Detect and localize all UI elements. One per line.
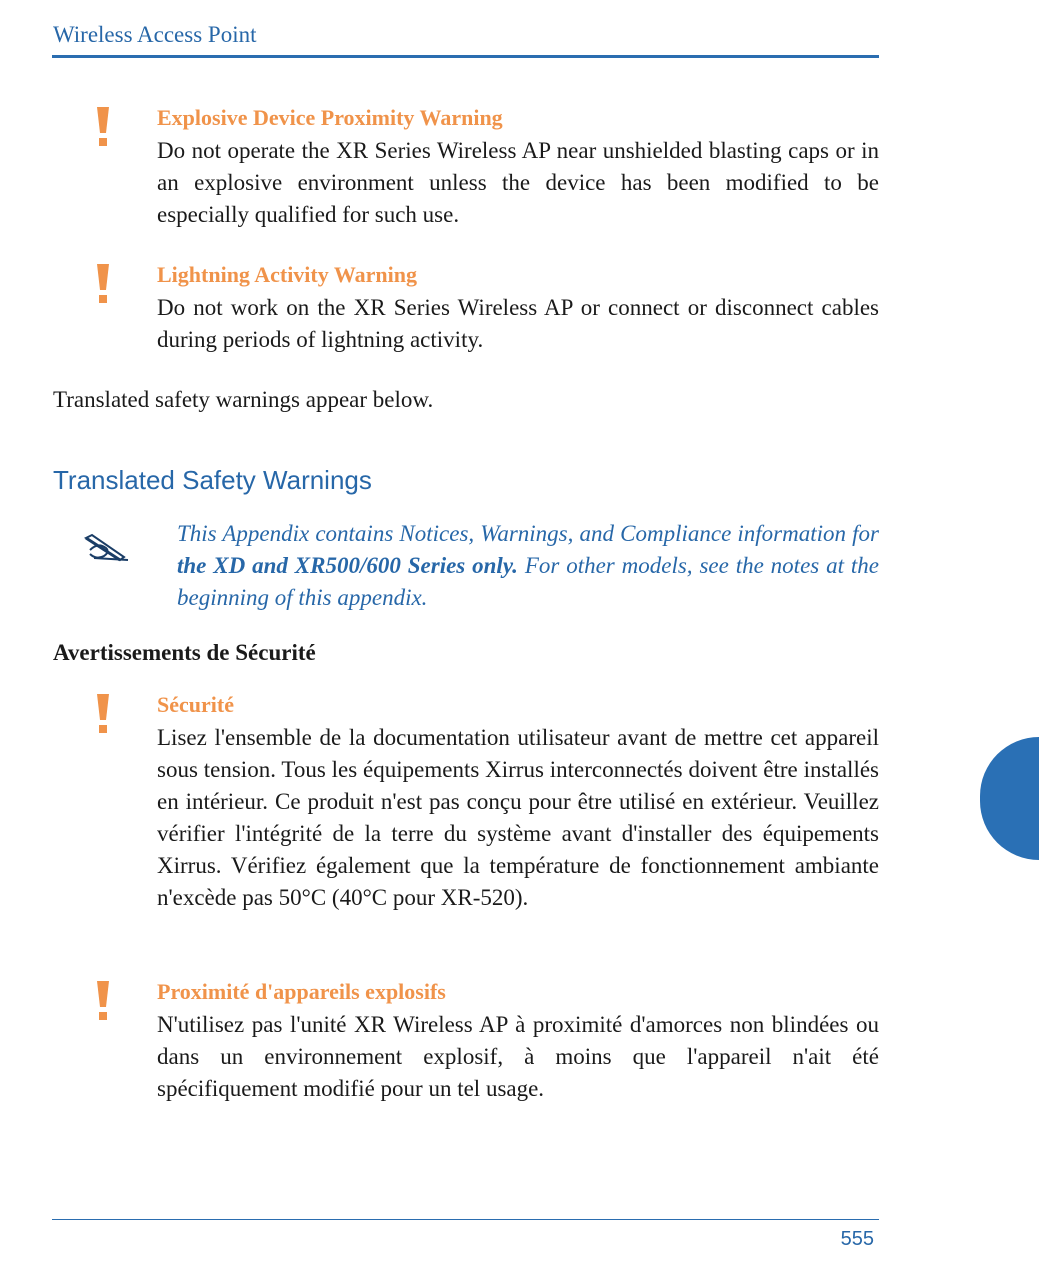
section-heading: Translated Safety Warnings [53, 465, 372, 495]
note-text-part1: This Appendix contains Notices, Warnings, and Compliance information for [177, 521, 879, 546]
warning-body: Do not operate the XR Series Wireless AP near unshielded blasting caps or in an explosive environment unless the device has been modified to be especially qualified for such use. [157, 138, 879, 227]
warning-title: Lightning Activity Warning [157, 262, 417, 287]
warning-body: Lisez l'ensemble de la documentation utilisateur avant de mettre cet appareil sous tension. Tous les équipements Xirrus interconnectés doivent être installés en intérieur. Ce produit n'est pas conçu pour être utilisé en extérieur. Veuillez vérifier l'intégrité de la terre du système avant d'installer des équipements Xirrus. Vérifiez également que la température de fonctionnement ambiante n'excède pas 50°C (40°C pour XR-520). [157, 725, 879, 910]
subheading-french-warnings: Avertissements de Sécurité [53, 640, 316, 665]
appendix-note [177, 518, 879, 614]
header-rule [52, 55, 879, 58]
warning-title: Explosive Device Proximity Warning [157, 105, 503, 130]
warning-title: Proximité d'appareils explosifs [157, 979, 446, 1004]
page-number: 555 [840, 1228, 874, 1250]
pencil-note-icon [80, 530, 130, 566]
note-text-part2: For other models, see the notes at the beginning of this appendix. [177, 553, 879, 610]
note-text-emphasis: the XD and XR500/600 Series only. [177, 553, 518, 578]
intro-paragraph: Translated safety warnings appear below. [53, 387, 434, 412]
warning-body: N'utilisez pas l'unité XR Wireless AP à proximité d'amorces non blindées ou dans un environnement explosif, à moins que l'appareil n'ait été spécifiquement modifié pour un tel usage. [157, 1012, 879, 1101]
warning-body: Do not work on the XR Series Wireless AP or connect or disconnect cables during periods of lightning activity. [157, 295, 879, 352]
footer-rule [52, 1219, 879, 1220]
exclamation-icon [95, 264, 111, 304]
exclamation-icon [95, 981, 111, 1021]
running-header: Wireless Access Point [53, 22, 257, 47]
chapter-side-tab [980, 737, 1039, 860]
exclamation-icon [95, 694, 111, 734]
warning-title: Sécurité [157, 692, 234, 717]
exclamation-icon [95, 107, 111, 147]
